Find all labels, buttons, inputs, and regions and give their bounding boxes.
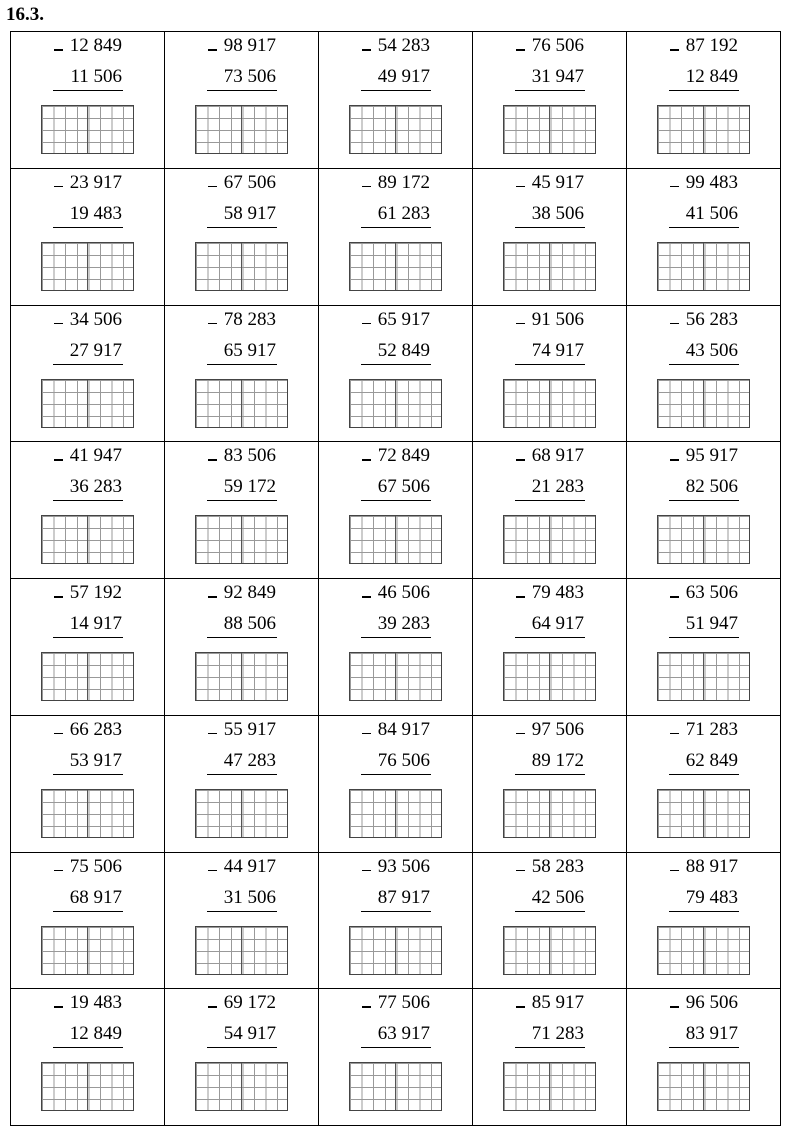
subtrahend: 43 506 xyxy=(685,339,738,361)
minus-sign xyxy=(362,1006,371,1008)
subtraction-problem xyxy=(473,853,627,990)
minus-sign xyxy=(516,323,525,325)
minus-sign xyxy=(362,870,371,872)
result-line xyxy=(53,90,123,91)
subtrahend: 88 506 xyxy=(223,613,276,634)
result-line xyxy=(361,90,431,91)
subtraction-problem xyxy=(165,306,319,443)
subtraction-problem xyxy=(165,32,319,169)
minus-sign xyxy=(670,186,679,188)
minus-sign xyxy=(670,1006,679,1008)
subtrahend: 31 506 xyxy=(223,886,276,908)
result-line xyxy=(53,500,123,501)
minuend: 46 506 xyxy=(377,582,430,603)
answer-grid[interactable] xyxy=(503,926,596,975)
answer-grid[interactable] xyxy=(657,515,750,564)
subtrahend: 14 917 xyxy=(69,613,122,634)
minuend: 19 483 xyxy=(69,992,122,1014)
minus-sign xyxy=(54,323,63,325)
minus-sign xyxy=(516,870,525,872)
subtrahend: 73 506 xyxy=(223,66,276,87)
minuend: 85 917 xyxy=(531,992,584,1014)
answer-grid[interactable] xyxy=(349,379,442,428)
minus-sign xyxy=(516,459,525,461)
minus-sign xyxy=(670,733,679,735)
answer-grid[interactable] xyxy=(195,105,288,154)
minus-sign xyxy=(208,459,217,461)
result-line xyxy=(207,90,277,91)
minus-sign xyxy=(516,733,525,735)
minuend: 63 506 xyxy=(685,582,738,603)
subtrahend: 61 283 xyxy=(377,202,430,224)
subtraction-problem xyxy=(165,716,319,853)
subtrahend: 87 917 xyxy=(377,886,430,908)
minuend: 54 283 xyxy=(377,35,430,56)
result-line xyxy=(207,1047,277,1048)
subtrahend: 89 172 xyxy=(531,749,584,771)
subtraction-problem xyxy=(319,32,473,169)
subtrahend: 58 917 xyxy=(223,202,276,224)
subtraction-problem xyxy=(165,169,319,306)
answer-grid[interactable] xyxy=(657,379,750,428)
subtraction-problem xyxy=(165,442,319,579)
minuend: 93 506 xyxy=(377,855,430,877)
minuend: 98 917 xyxy=(223,35,276,56)
answer-grid[interactable] xyxy=(657,242,750,291)
minuend: 75 506 xyxy=(69,855,122,877)
answer-grid[interactable] xyxy=(657,1062,750,1111)
subtrahend: 19 483 xyxy=(69,202,122,224)
minus-sign xyxy=(670,49,679,51)
answer-grid[interactable] xyxy=(41,1062,134,1111)
minuend: 34 506 xyxy=(69,308,122,330)
subtraction-problem xyxy=(627,853,781,990)
subtrahend: 51 947 xyxy=(685,613,738,634)
subtrahend: 11 506 xyxy=(70,66,122,87)
answer-grid[interactable] xyxy=(41,379,134,428)
minus-sign xyxy=(362,186,371,188)
minus-sign xyxy=(54,49,63,51)
subtraction-problem xyxy=(627,716,781,853)
subtrahend: 54 917 xyxy=(223,1023,276,1045)
answer-grid[interactable] xyxy=(195,789,288,838)
subtrahend: 79 483 xyxy=(685,886,738,908)
result-line xyxy=(669,1047,739,1048)
subtraction-problem xyxy=(11,442,165,579)
answer-grid[interactable] xyxy=(41,652,134,701)
answer-grid[interactable] xyxy=(41,515,134,564)
result-line xyxy=(669,637,739,638)
subtraction-problem xyxy=(11,32,165,169)
result-line xyxy=(669,227,739,228)
result-line xyxy=(361,1047,431,1048)
subtrahend: 42 506 xyxy=(531,886,584,908)
subtraction-problem xyxy=(473,32,627,169)
minus-sign xyxy=(670,870,679,872)
minus-sign xyxy=(54,870,63,872)
answer-grid[interactable] xyxy=(41,105,134,154)
subtraction-problem xyxy=(11,853,165,990)
subtraction-problem xyxy=(473,306,627,443)
minuend: 23 917 xyxy=(69,171,122,193)
answer-grid[interactable] xyxy=(349,789,442,838)
minuend: 96 506 xyxy=(685,992,738,1014)
result-line xyxy=(207,364,277,365)
subtraction-problem xyxy=(627,579,781,716)
subtraction-problem xyxy=(319,442,473,579)
minuend: 72 849 xyxy=(377,445,430,467)
answer-grid[interactable] xyxy=(195,1062,288,1111)
minuend: 99 483 xyxy=(685,171,738,193)
minuend: 65 917 xyxy=(377,308,430,330)
subtrahend: 64 917 xyxy=(531,613,584,634)
subtraction-problem xyxy=(473,169,627,306)
subtraction-problem xyxy=(319,716,473,853)
minuend: 84 917 xyxy=(377,718,430,740)
result-line xyxy=(515,1047,585,1048)
minuend: 97 506 xyxy=(531,718,584,740)
subtrahend: 67 506 xyxy=(377,476,430,498)
subtraction-problem xyxy=(627,169,781,306)
minuend: 57 192 xyxy=(69,582,122,603)
result-line xyxy=(207,227,277,228)
minus-sign xyxy=(362,49,371,51)
answer-grid[interactable] xyxy=(349,652,442,701)
result-line xyxy=(515,364,585,365)
minuend: 56 283 xyxy=(685,308,738,330)
result-line xyxy=(669,364,739,365)
minuend: 41 947 xyxy=(69,445,122,467)
subtrahend: 31 947 xyxy=(531,66,584,87)
minuend: 91 506 xyxy=(531,308,584,330)
minuend: 44 917 xyxy=(223,855,276,877)
result-line xyxy=(53,227,123,228)
subtraction-problem xyxy=(627,989,781,1126)
minus-sign xyxy=(54,733,63,735)
result-line xyxy=(669,774,739,775)
subtraction-problem xyxy=(11,169,165,306)
exercise-label: 16.3. xyxy=(6,4,44,25)
minus-sign xyxy=(516,186,525,188)
subtraction-problem xyxy=(473,442,627,579)
minuend: 89 172 xyxy=(377,171,430,193)
answer-grid[interactable] xyxy=(657,652,750,701)
answer-grid[interactable] xyxy=(503,105,596,154)
result-line xyxy=(515,500,585,501)
subtrahend: 65 917 xyxy=(223,339,276,361)
minus-sign xyxy=(208,733,217,735)
answer-grid[interactable] xyxy=(41,242,134,291)
minus-sign xyxy=(208,596,217,598)
subtrahend: 52 849 xyxy=(377,339,430,361)
subtraction-problem xyxy=(165,989,319,1126)
minuend: 95 917 xyxy=(685,445,738,467)
subtrahend: 27 917 xyxy=(69,339,122,361)
answer-grid[interactable] xyxy=(349,105,442,154)
result-line xyxy=(53,637,123,638)
minuend: 12 849 xyxy=(69,35,122,56)
result-line xyxy=(361,364,431,365)
answer-grid[interactable] xyxy=(195,926,288,975)
minuend: 79 483 xyxy=(531,582,584,603)
answer-grid[interactable] xyxy=(41,926,134,975)
minus-sign xyxy=(362,733,371,735)
subtrahend: 12 849 xyxy=(69,1023,122,1045)
subtraction-problem xyxy=(319,579,473,716)
problem-table xyxy=(10,31,781,1126)
minus-sign xyxy=(54,186,63,188)
result-line xyxy=(669,500,739,501)
answer-grid[interactable] xyxy=(349,926,442,975)
subtrahend: 68 917 xyxy=(69,886,122,908)
subtrahend: 53 917 xyxy=(69,749,122,771)
result-line xyxy=(361,227,431,228)
minuend: 71 283 xyxy=(685,718,738,740)
answer-grid[interactable] xyxy=(195,652,288,701)
subtrahend: 47 283 xyxy=(223,749,276,771)
answer-grid[interactable] xyxy=(195,515,288,564)
minus-sign xyxy=(54,1006,63,1008)
subtrahend: 12 849 xyxy=(685,66,738,87)
subtraction-problem xyxy=(165,579,319,716)
subtrahend: 76 506 xyxy=(377,749,430,771)
minuend: 76 506 xyxy=(531,35,584,56)
minus-sign xyxy=(362,459,371,461)
result-line xyxy=(515,774,585,775)
minuend: 78 283 xyxy=(223,308,276,330)
subtrahend: 39 283 xyxy=(377,613,430,634)
minus-sign xyxy=(208,870,217,872)
minus-sign xyxy=(516,1006,525,1008)
subtrahend: 74 917 xyxy=(531,339,584,361)
subtrahend: 36 283 xyxy=(69,476,122,498)
minuend: 58 283 xyxy=(531,855,584,877)
minuend: 55 917 xyxy=(223,718,276,740)
subtrahend: 82 506 xyxy=(685,476,738,498)
subtraction-problem xyxy=(11,306,165,443)
result-line xyxy=(515,90,585,91)
subtrahend: 62 849 xyxy=(685,749,738,771)
answer-grid[interactable] xyxy=(195,242,288,291)
answer-grid[interactable] xyxy=(503,515,596,564)
result-line xyxy=(53,774,123,775)
minuend: 92 849 xyxy=(223,582,276,603)
minus-sign xyxy=(208,186,217,188)
minus-sign xyxy=(362,596,371,598)
minus-sign xyxy=(362,323,371,325)
result-line xyxy=(53,364,123,365)
subtraction-problem xyxy=(627,442,781,579)
minuend: 45 917 xyxy=(531,171,584,193)
minus-sign xyxy=(208,49,217,51)
subtraction-problem xyxy=(165,853,319,990)
subtraction-problem xyxy=(319,853,473,990)
result-line xyxy=(53,911,123,912)
answer-grid[interactable] xyxy=(349,1062,442,1111)
subtrahend: 71 283 xyxy=(531,1023,584,1045)
minus-sign xyxy=(208,323,217,325)
subtraction-problem xyxy=(319,989,473,1126)
subtraction-problem xyxy=(319,306,473,443)
minus-sign xyxy=(670,323,679,325)
result-line xyxy=(207,774,277,775)
minus-sign xyxy=(54,459,63,461)
minuend: 69 172 xyxy=(223,992,276,1014)
result-line xyxy=(361,774,431,775)
result-line xyxy=(207,911,277,912)
minuend: 87 192 xyxy=(685,35,738,56)
answer-grid[interactable] xyxy=(657,105,750,154)
subtraction-problem xyxy=(473,579,627,716)
answer-grid[interactable] xyxy=(503,652,596,701)
result-line xyxy=(361,911,431,912)
subtrahend: 21 283 xyxy=(531,476,584,498)
minus-sign xyxy=(670,596,679,598)
minuend: 83 506 xyxy=(223,445,276,467)
result-line xyxy=(361,500,431,501)
result-line xyxy=(669,90,739,91)
answer-grid[interactable] xyxy=(657,926,750,975)
subtraction-problem xyxy=(11,989,165,1126)
answer-grid[interactable] xyxy=(41,789,134,838)
result-line xyxy=(207,637,277,638)
minuend: 68 917 xyxy=(531,445,584,467)
subtrahend: 49 917 xyxy=(377,66,430,87)
subtraction-problem xyxy=(627,306,781,443)
minuend: 77 506 xyxy=(377,992,430,1014)
result-line xyxy=(515,227,585,228)
minuend: 66 283 xyxy=(69,718,122,740)
answer-grid[interactable] xyxy=(349,515,442,564)
result-line xyxy=(515,911,585,912)
subtrahend: 59 172 xyxy=(223,476,276,498)
answer-grid[interactable] xyxy=(195,379,288,428)
answer-grid[interactable] xyxy=(503,379,596,428)
subtrahend: 41 506 xyxy=(685,202,738,224)
answer-grid[interactable] xyxy=(503,789,596,838)
answer-grid[interactable] xyxy=(657,789,750,838)
subtraction-problem xyxy=(473,989,627,1126)
minus-sign xyxy=(516,49,525,51)
subtraction-problem xyxy=(11,716,165,853)
subtraction-problem xyxy=(11,579,165,716)
minus-sign xyxy=(516,596,525,598)
subtraction-problem xyxy=(473,716,627,853)
subtraction-problem xyxy=(319,169,473,306)
answer-grid[interactable] xyxy=(503,242,596,291)
result-line xyxy=(515,637,585,638)
minus-sign xyxy=(208,1006,217,1008)
subtraction-problem xyxy=(627,32,781,169)
answer-grid[interactable] xyxy=(349,242,442,291)
minuend: 88 917 xyxy=(685,855,738,877)
minus-sign xyxy=(54,596,63,598)
subtrahend: 83 917 xyxy=(685,1023,738,1045)
minus-sign xyxy=(670,459,679,461)
result-line xyxy=(361,637,431,638)
subtrahend: 38 506 xyxy=(531,202,584,224)
result-line xyxy=(207,500,277,501)
answer-grid[interactable] xyxy=(503,1062,596,1111)
result-line xyxy=(53,1047,123,1048)
subtrahend: 63 917 xyxy=(377,1023,430,1045)
result-line xyxy=(669,911,739,912)
minuend: 67 506 xyxy=(223,171,276,193)
